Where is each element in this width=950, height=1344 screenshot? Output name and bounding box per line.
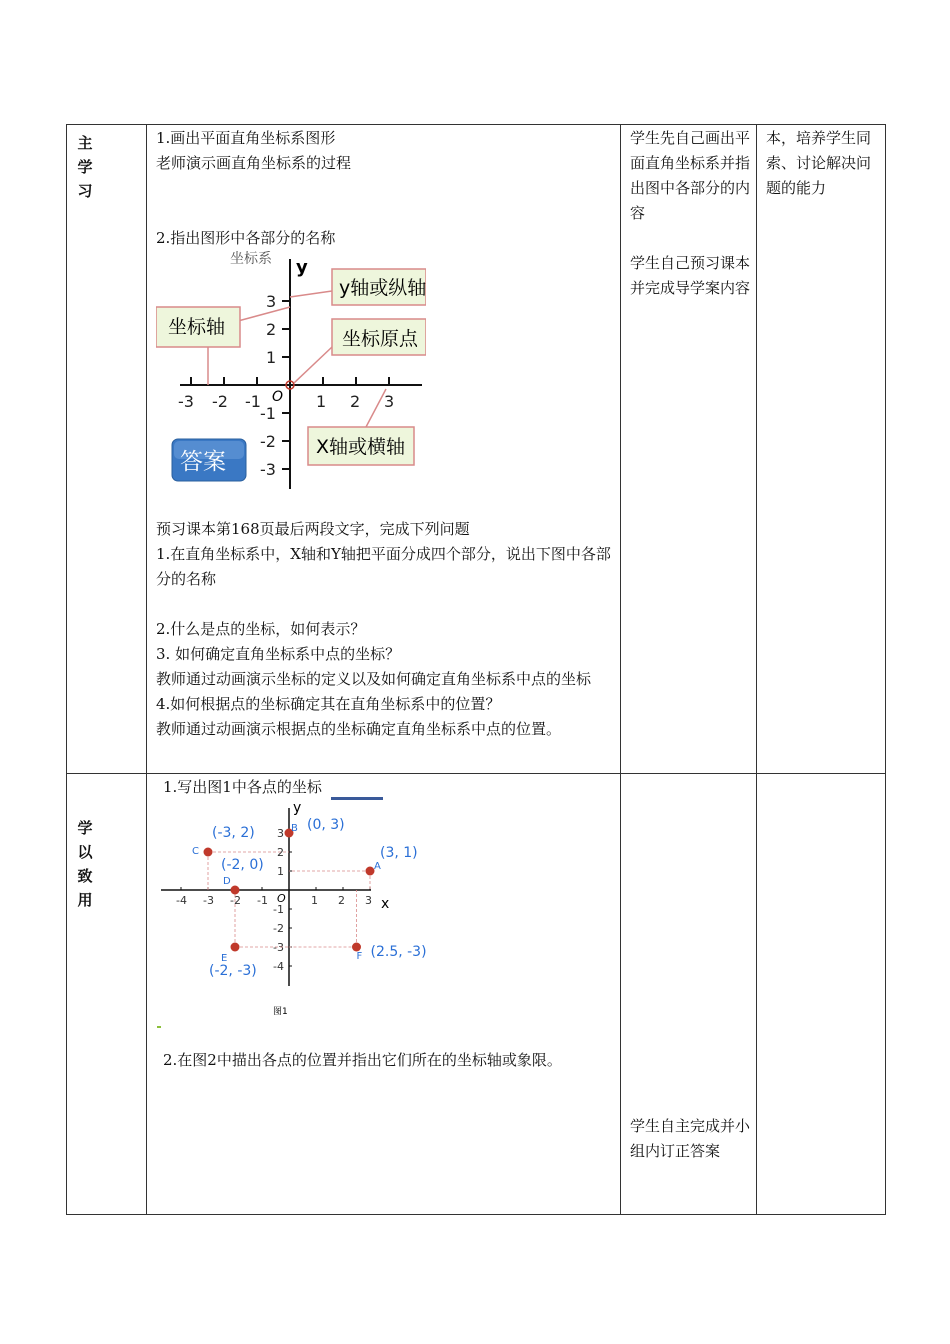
callout-x-axis bbox=[308, 427, 414, 465]
fig1-point-name: E bbox=[221, 953, 228, 964]
student-activity-2: 学生自己预习课本并完成导学案内容 bbox=[630, 254, 751, 297]
student-activity: 学生自主完成并小组内订正答案 bbox=[630, 1117, 751, 1160]
preview-instruction: 预习课本第168页最后两段文字，完成下列问题 bbox=[156, 520, 470, 538]
diagram-top-fragment: 坐标系 bbox=[230, 251, 272, 267]
figure-1-coordinates bbox=[157, 800, 447, 1030]
row2-label-char: 致 bbox=[77, 867, 93, 885]
row2-label-cell bbox=[67, 774, 147, 1215]
y-tick-label: -2 bbox=[260, 432, 276, 451]
coordinate-system-diagram bbox=[156, 251, 426, 493]
item-draw-system: 1.画出平面直角坐标系图形 bbox=[156, 129, 336, 147]
fig1-y-tick-label: 1 bbox=[277, 865, 284, 878]
row2-goal-cell bbox=[757, 774, 886, 1215]
fig1-x-label: x bbox=[381, 896, 390, 912]
student-activity: 学生先自己画出平面直角坐标系并指出图中各部分的内容 bbox=[630, 129, 751, 222]
row1-goal-cell bbox=[757, 125, 886, 774]
callout-axis-text: 坐标轴 bbox=[168, 316, 226, 338]
fig1-y-tick-label: -4 bbox=[273, 960, 284, 973]
fig1-x-tick-label: 2 bbox=[338, 894, 345, 907]
question-2: 2.什么是点的坐标，如何表示？ bbox=[156, 620, 366, 638]
row2-label-char: 学 bbox=[77, 819, 93, 837]
y-tick-label: -1 bbox=[260, 404, 276, 423]
fig1-point-name: D bbox=[223, 876, 231, 887]
fig1-point-name: B bbox=[291, 823, 298, 834]
x-tick-label: 1 bbox=[316, 392, 327, 411]
answer-button-label: 答案 bbox=[180, 449, 226, 475]
row1-label-char: 学 bbox=[77, 158, 93, 176]
fig1-y-tick-label: -2 bbox=[273, 922, 284, 935]
y-tick-label: 2 bbox=[266, 320, 277, 339]
fig1-x-tick-label: -1 bbox=[257, 894, 268, 907]
fig1-y-tick-label: 2 bbox=[277, 846, 284, 859]
fig1-caption: 图1 bbox=[273, 1007, 288, 1017]
question-3: 3. 如何确定直角坐标系中点的坐标？ bbox=[156, 645, 401, 663]
y-axis-label: y bbox=[296, 257, 308, 278]
fig1-point-label: (3, 1) bbox=[380, 845, 418, 861]
callout-x-axis-text: X轴或横轴 bbox=[316, 436, 406, 458]
item-name-parts: 2.指出图形中各部分的名称 bbox=[156, 229, 336, 247]
fig1-point-name: F bbox=[356, 951, 363, 962]
row1-content-cell bbox=[147, 125, 621, 774]
exercise-1-text: 1.写出图1中各点的坐标 bbox=[163, 778, 322, 796]
fig1-point-name: C bbox=[192, 846, 199, 857]
row-apply-learning bbox=[67, 774, 886, 1215]
fig1-x-tick-label: 1 bbox=[311, 894, 318, 907]
fig1-point-D bbox=[231, 886, 240, 895]
x-tick-label: -3 bbox=[178, 392, 194, 411]
question-3-note: 教师通过动画演示坐标的定义以及如何确定直角坐标系中点的坐标 bbox=[156, 670, 592, 688]
callout-y-axis bbox=[332, 269, 426, 305]
design-intent: 本，培养学生同索、讨论解决问题的能力 bbox=[766, 129, 872, 197]
fig1-point-name: A bbox=[374, 861, 381, 872]
row1-label-char: 习 bbox=[77, 182, 93, 200]
answer-button[interactable] bbox=[172, 439, 246, 481]
fig1-y-tick-label: -3 bbox=[273, 941, 284, 954]
fig1-origin-label: O bbox=[277, 892, 286, 905]
callout-origin-text: 坐标原点 bbox=[342, 328, 419, 350]
fig1-x-tick-label: 3 bbox=[365, 894, 372, 907]
row2-content-cell bbox=[147, 774, 621, 1215]
question-4-note: 教师通过动画演示根据点的坐标确定直角坐标系中点的位置。 bbox=[156, 720, 562, 738]
fig1-y-tick-label: -1 bbox=[273, 903, 284, 916]
fig1-point-label: (0, 3) bbox=[307, 817, 345, 833]
fig1-x-tick-label: -3 bbox=[203, 894, 214, 907]
row1-student-cell bbox=[621, 125, 757, 774]
row1-label-cell bbox=[67, 125, 147, 774]
y-tick-label: 3 bbox=[266, 292, 277, 311]
row2-label-char: 用 bbox=[77, 891, 93, 909]
row2-student-cell bbox=[621, 774, 757, 1215]
exercise-1 bbox=[163, 775, 620, 800]
row1-label-char: 主 bbox=[77, 134, 93, 152]
fig1-x-tick-label: -4 bbox=[176, 894, 187, 907]
question-1: 1.在直角坐标系中，X轴和Y轴把平面分成四个部分，说出下图中各部分的名称 bbox=[156, 545, 611, 588]
y-tick-label: 1 bbox=[266, 348, 277, 367]
x-tick-label: -2 bbox=[212, 392, 228, 411]
x-tick-label: 2 bbox=[350, 392, 361, 411]
teacher-demo-note: 老师演示画直角坐标系的过程 bbox=[156, 154, 352, 172]
callout-origin bbox=[332, 319, 426, 355]
callout-axis bbox=[156, 307, 240, 347]
y-tick-label: -3 bbox=[260, 460, 276, 479]
fig1-point-label: (-2, -3) bbox=[209, 963, 257, 979]
question-4: 4.如何根据点的坐标确定其在直角坐标系中的位置？ bbox=[156, 695, 501, 713]
origin-label: O bbox=[272, 389, 284, 405]
fig1-point-E bbox=[231, 943, 240, 952]
fig1-point-label: (2.5, -3) bbox=[370, 944, 427, 960]
exercise-2: 2.在图2中描出各点的位置并指出它们所在的坐标轴或象限。 bbox=[163, 1051, 562, 1069]
fig1-point-label: (-2, 0) bbox=[221, 857, 264, 873]
fig1-x-tick-label: -2 bbox=[230, 894, 241, 907]
fig1-y-label: y bbox=[293, 800, 302, 816]
highlight-mark bbox=[331, 797, 383, 800]
row2-label-char: 以 bbox=[77, 843, 93, 861]
x-tick-label: -1 bbox=[245, 392, 261, 411]
fig1-point-label: (-3, 2) bbox=[212, 825, 255, 841]
x-tick-label: 3 bbox=[384, 392, 395, 411]
fig1-y-tick-label: 3 bbox=[277, 827, 284, 840]
row-independent-study bbox=[67, 125, 886, 774]
fig1-point-C bbox=[204, 848, 213, 857]
callout-y-axis-text: y轴或纵轴 bbox=[339, 277, 426, 299]
lesson-plan-table bbox=[66, 124, 886, 1215]
